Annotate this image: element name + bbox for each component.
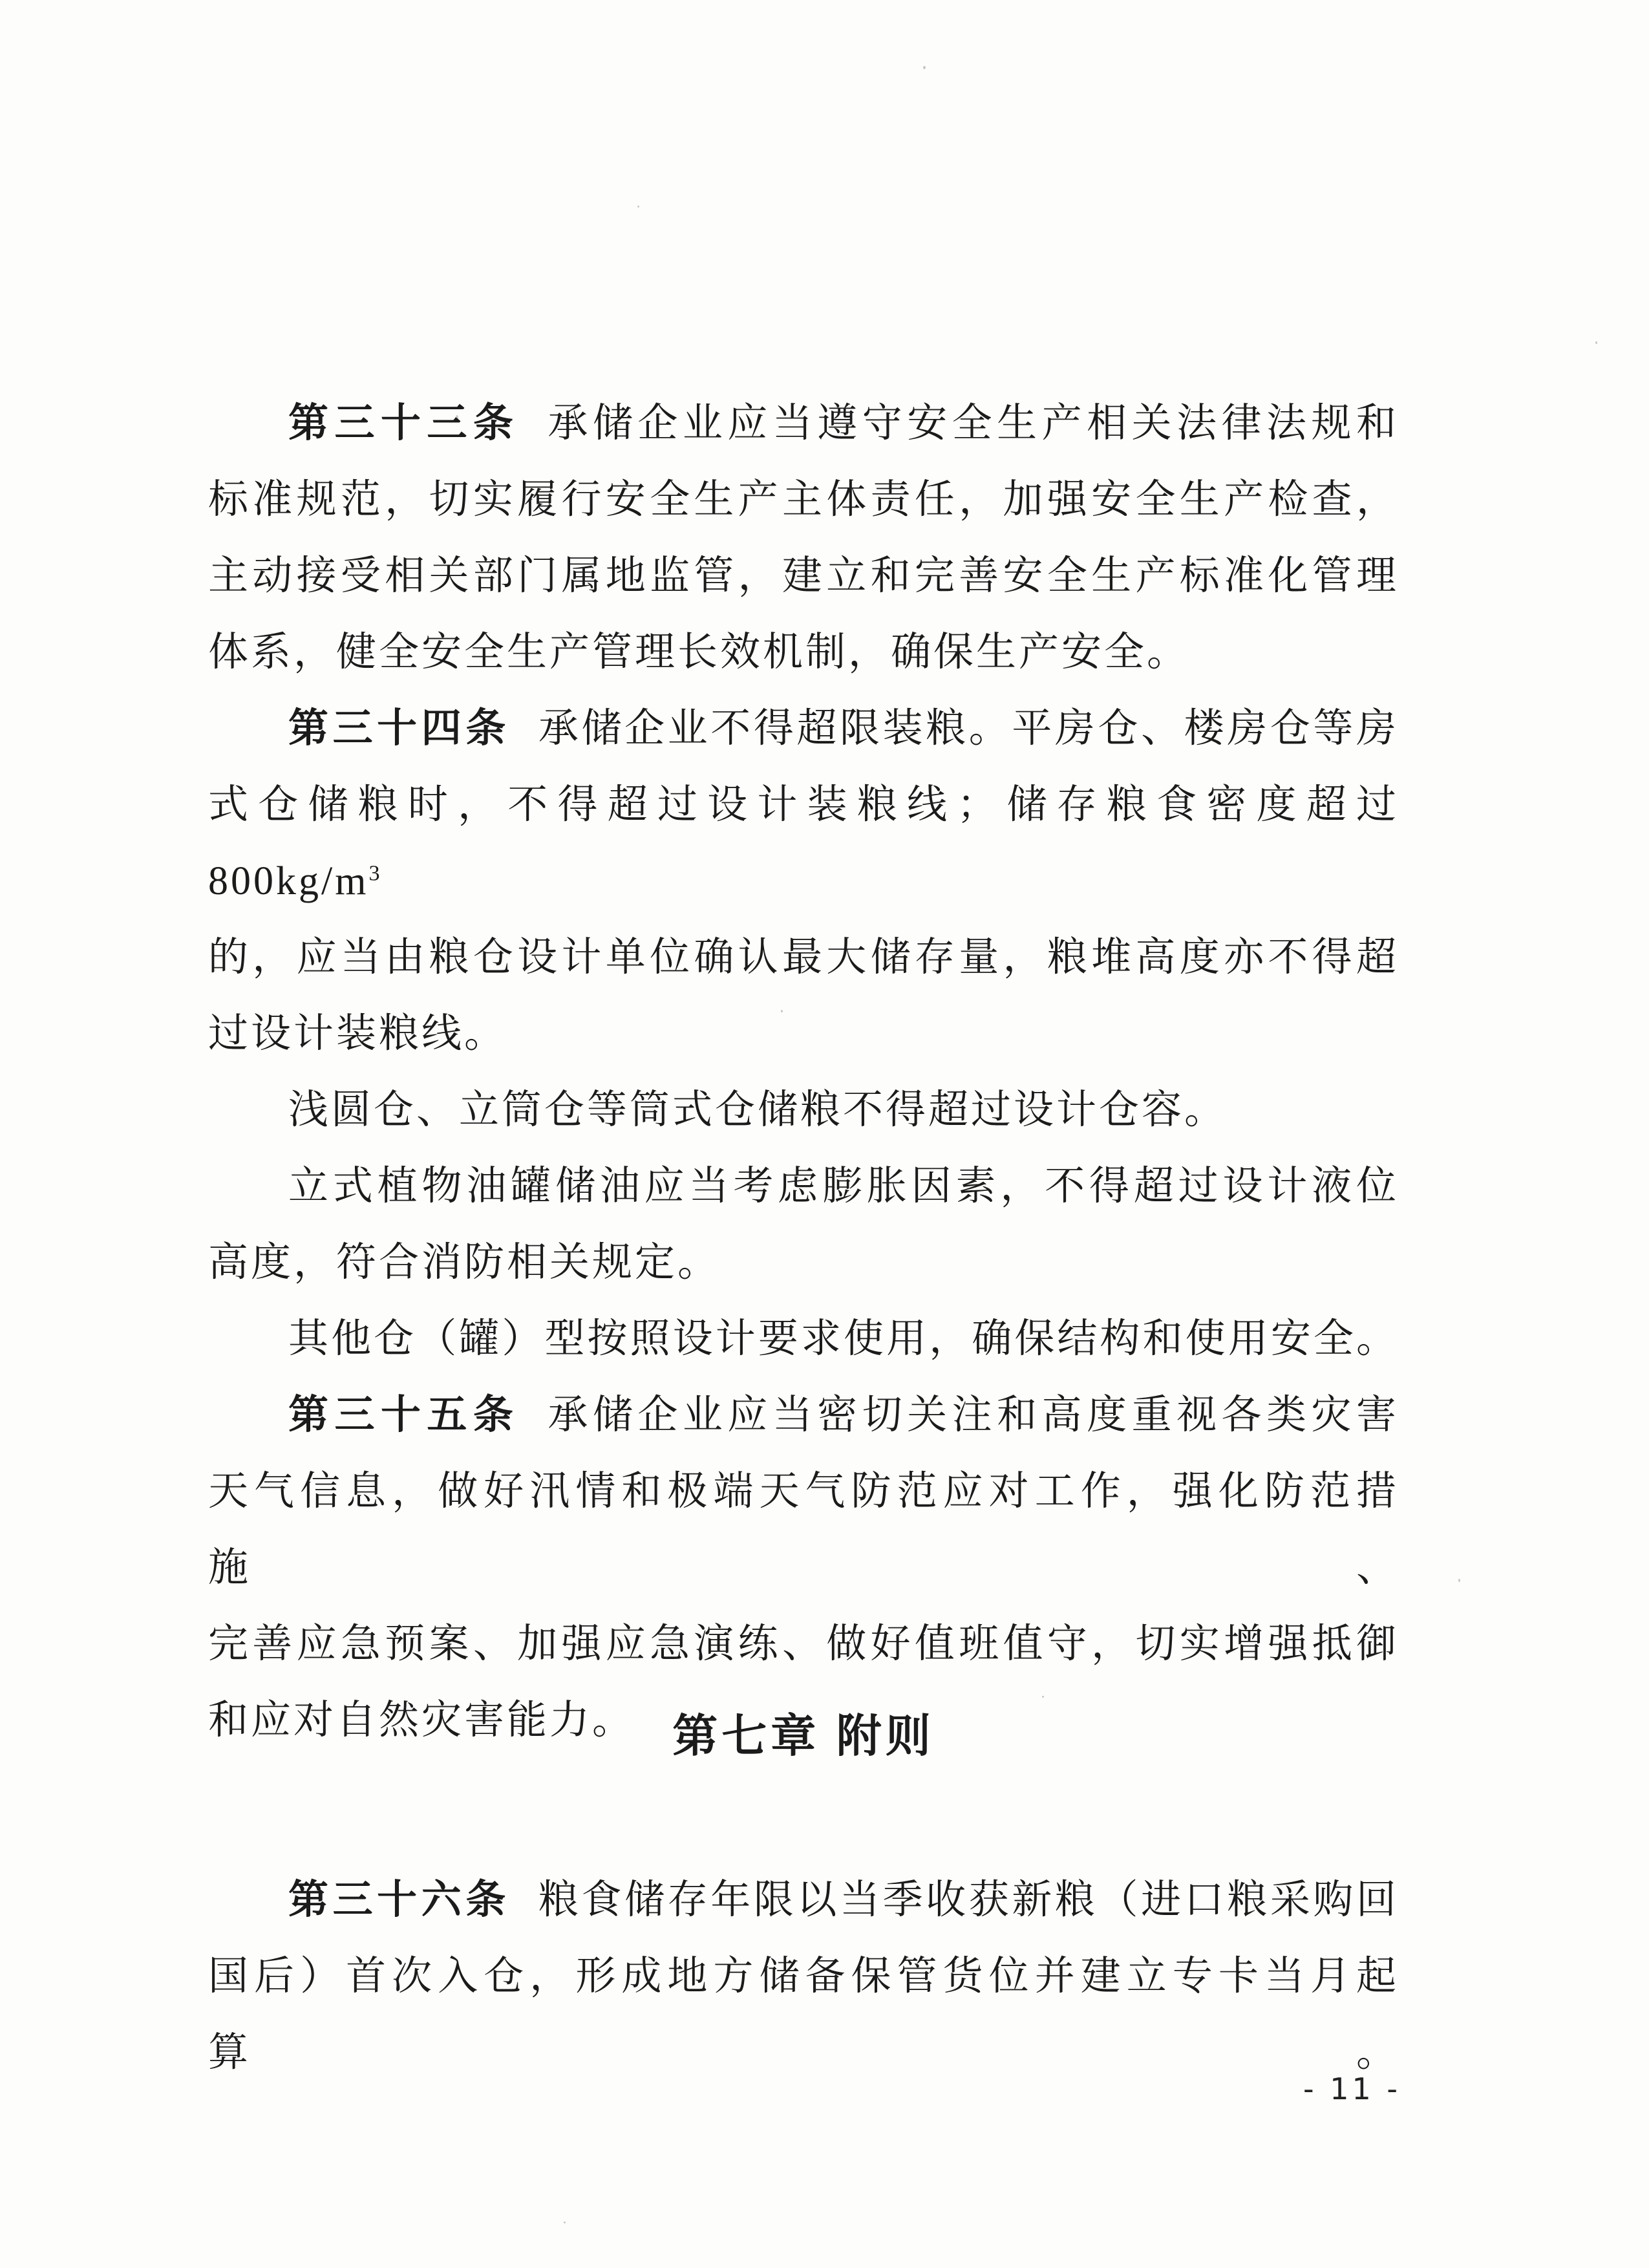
text-line bbox=[208, 996, 1399, 1072]
text-run: 承储企业应当遵守安全生产相关法律法规和 bbox=[548, 401, 1399, 445]
text-run: 立式植物油罐储油应当考虑膨胀因素，不得超过设计液位 bbox=[288, 1164, 1399, 1208]
scan-noise-speck bbox=[564, 2221, 566, 2223]
article-number: 第三十六条 bbox=[288, 1878, 510, 1922]
text-run: 承储企业不得超限装粮。平房仓、楼房仓等房 bbox=[538, 707, 1399, 751]
text-run: 主动接受相关部门属地监管，建立和完善安全生产标准化管理 bbox=[208, 554, 1399, 598]
article-number: 第三十四条 bbox=[288, 706, 510, 751]
text-line bbox=[208, 1301, 1399, 1377]
text-line bbox=[208, 1453, 1399, 1606]
text-run: 天气信息，做好汛情和极端天气防范应对工作，强化防范措施、 bbox=[208, 1470, 1399, 1590]
closing-text-block bbox=[208, 1862, 1399, 2091]
text-line bbox=[208, 385, 1399, 462]
text-run: 高度，符合消防相关规定。 bbox=[208, 1241, 721, 1285]
text-run: 完善应急预案、加强应急演练、做好值班值守，切实增强抵御 bbox=[208, 1622, 1399, 1666]
text-line bbox=[208, 919, 1399, 996]
text-run: 浅圆仓、立筒仓等筒式仓储粮不得超过设计仓容。 bbox=[288, 1088, 1228, 1132]
text-line bbox=[208, 538, 1399, 614]
text-line bbox=[208, 1862, 1399, 1938]
page-number: - 11 - bbox=[1303, 2071, 1401, 2106]
text-run: 承储企业应当密切关注和高度重视各类灾害 bbox=[548, 1393, 1399, 1437]
text-line bbox=[208, 462, 1399, 538]
superscript: 3 bbox=[368, 861, 380, 886]
text-line bbox=[208, 1606, 1399, 1682]
scan-noise-speck bbox=[1595, 341, 1597, 344]
text-run: 国后）首次入仓，形成地方储备保管货位并建立专卡当月起算。 bbox=[208, 1954, 1399, 2075]
text-run: 其他仓（罐）型按照设计要求使用，确保结构和使用安全。 bbox=[288, 1317, 1399, 1361]
text-run: 粮食储存年限以当季收获新粮（进口粮采购回 bbox=[538, 1878, 1399, 1922]
article-number: 第三十三条 bbox=[288, 401, 520, 445]
text-run: 式仓储粮时，不得超过设计装粮线；储存粮食密度超过 800kg/m bbox=[208, 783, 1399, 903]
text-line bbox=[208, 614, 1399, 690]
text-run: 标准规范，切实履行安全生产主体责任，加强安全生产检查， bbox=[208, 478, 1399, 522]
scan-noise-speck bbox=[637, 206, 639, 208]
article-number: 第三十五条 bbox=[288, 1393, 520, 1437]
text-line bbox=[208, 1377, 1399, 1453]
text-line bbox=[208, 690, 1399, 767]
text-run: 体系，健全安全生产管理长效机制，确保生产安全。 bbox=[208, 630, 1190, 674]
main-text-block bbox=[208, 385, 1399, 1759]
text-line bbox=[208, 1938, 1399, 2091]
text-run: 和应对自然灾害能力。 bbox=[208, 1698, 635, 1742]
scan-noise-speck bbox=[923, 66, 926, 69]
text-line bbox=[208, 1225, 1399, 1301]
text-line bbox=[208, 767, 1399, 919]
text-run: 的，应当由粮仓设计单位确认最大储存量，粮堆高度亦不得超 bbox=[208, 936, 1399, 979]
text-line bbox=[208, 1072, 1399, 1148]
text-line bbox=[208, 1148, 1399, 1225]
text-run: 过设计装粮线。 bbox=[208, 1012, 507, 1056]
scan-noise-speck bbox=[1458, 1579, 1460, 1582]
chapter-heading: 第七章 附则 bbox=[672, 1711, 935, 1761]
